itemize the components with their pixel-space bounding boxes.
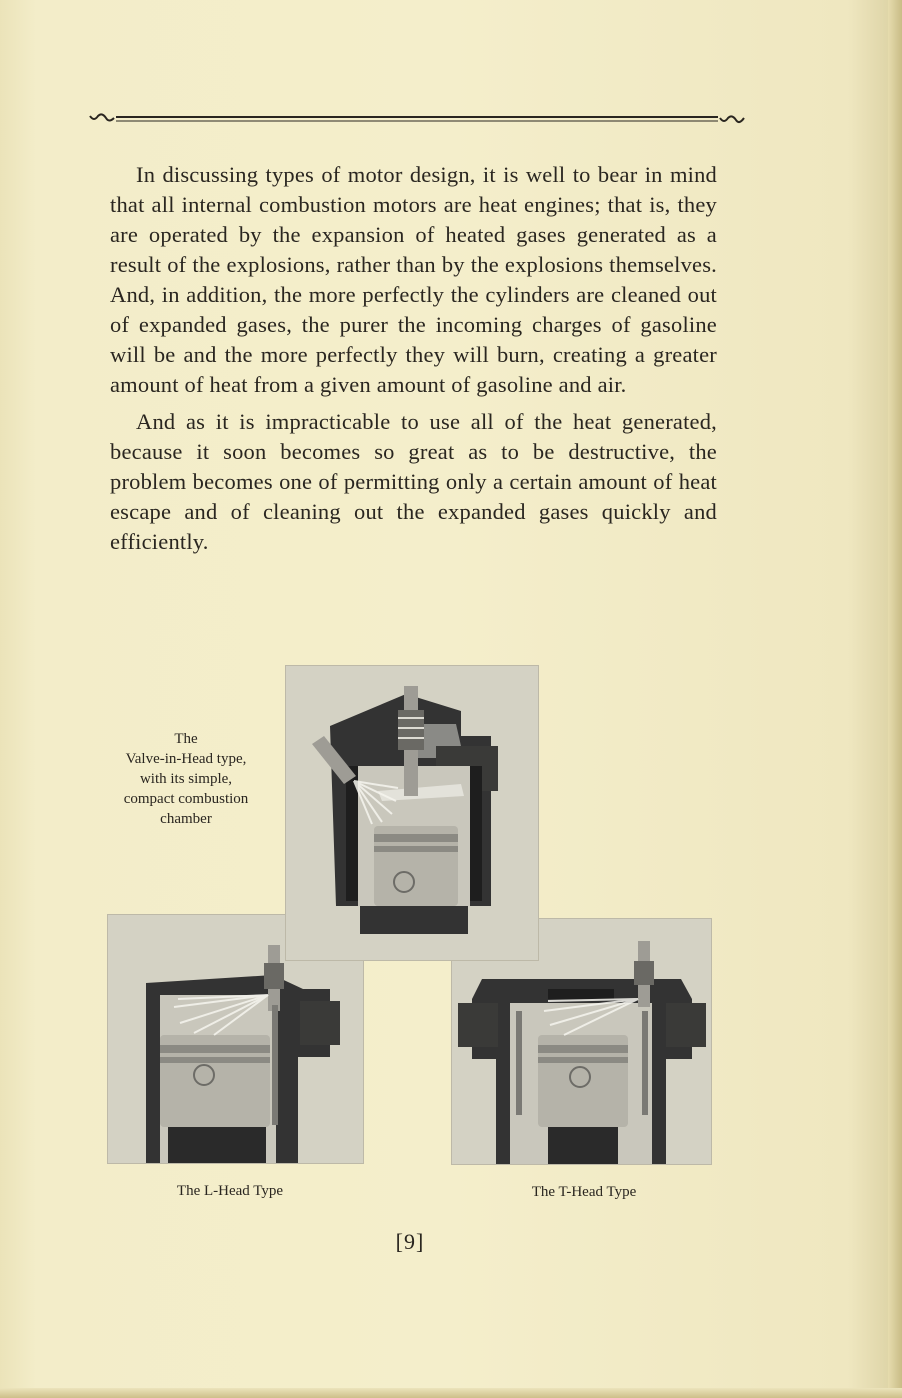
page-edge-right [888,0,902,1398]
valve-in-head-figure [285,665,539,961]
page-edge-bottom [0,1388,902,1398]
paragraph-1: In discussing types of motor design, it is well to bear in mind that all internal combustion motors are heat engines; that is, they are operated by the expansion of heated gases generated as a result of the explosions, rather than by the explosions themselves. And, in addition, the more perfectly the cylinders are cleaned out of expanded gases, the purer the incoming charges of gasoline will be and the more perfectly they will burn, creating a greater amount of heat from a given amount of gasoline and air. [110,162,717,397]
valve-in-head-caption [103,729,269,829]
paragraph-2: And as it is impracticable to use all of the heat generated, because it soon becomes so great as to be destructive, the problem becomes one of permitting only a certain amount of heat escape and of cleaning out the expanded gases quickly and efficiently. [110,409,717,554]
caption-line: chamber [160,811,212,827]
caption-line: The [174,731,198,747]
l-head-caption: The L-Head Type [176,1183,284,1199]
page-number: [9] [395,1229,425,1254]
t-head-caption: The T-Head Type [531,1184,637,1200]
header-ornament-rule [88,112,748,126]
caption-line: Valve-in-Head type, [125,751,247,767]
caption-line: compact combustion [123,791,249,807]
caption-line: with its simple, [139,771,233,787]
body-text [110,160,717,564]
